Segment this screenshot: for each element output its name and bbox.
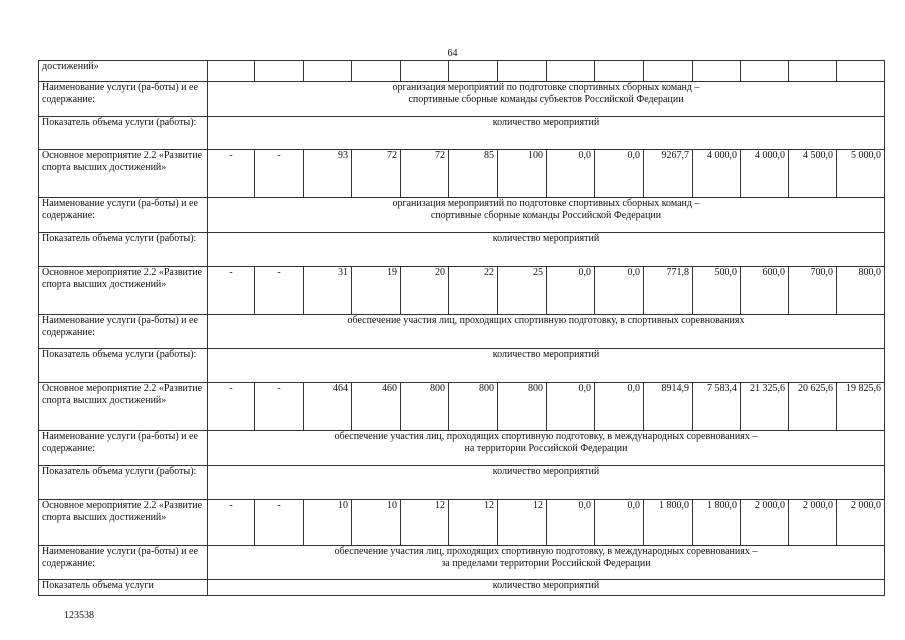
value-cell: 10 <box>304 500 352 546</box>
value-cell: 4 000,0 <box>693 150 741 198</box>
service-row-label: Наименование услуги (ра-боты) и ее содержание: <box>39 315 208 349</box>
value-cell: 0,0 <box>547 383 595 431</box>
indicator-row-value: количество мероприятий <box>208 349 885 383</box>
event-row-label: Основное мероприятие 2.2 «Развитие спорта высших достижений» <box>39 267 208 315</box>
value-cell: 21 325,6 <box>741 383 789 431</box>
value-cell: 0,0 <box>595 150 644 198</box>
service-row-value <box>208 431 885 466</box>
value-cell: - <box>255 150 304 198</box>
service-row-label: Наименование услуги (ра-боты) и ее содержание: <box>39 546 208 580</box>
value-cell: 31 <box>304 267 352 315</box>
value-cell: 0,0 <box>595 267 644 315</box>
event-row-label: Основное мероприятие 2.2 «Развитие спорта высших достижений» <box>39 500 208 546</box>
value-cell: 5 000,0 <box>837 150 885 198</box>
indicator-row <box>39 466 885 500</box>
value-cell: 0,0 <box>547 267 595 315</box>
service-row-value <box>208 546 885 580</box>
value-cell: 19 <box>352 267 401 315</box>
event-row-label: Основное мероприятие 2.2 «Развитие спорта высших достижений» <box>39 150 208 198</box>
service-row-line: организация мероприятий по подготовке спортивных сборных команд – <box>392 198 700 209</box>
service-row-line: обеспечение участия лиц, проходящих спортивную подготовку, в спортивных соревнованиях <box>347 315 745 326</box>
footer-code: 123538 <box>64 610 94 621</box>
table-row-top <box>39 61 885 82</box>
indicator-row-value: количество мероприятий <box>208 466 885 500</box>
value-cell: 2 000,0 <box>789 500 837 546</box>
value-cell: 9267,7 <box>644 150 693 198</box>
service-row-label: Наименование услуги (ра-боты) и ее содержание: <box>39 431 208 466</box>
services-table <box>38 60 885 596</box>
top-row-label: достижений» <box>39 61 208 82</box>
value-cell: 4 500,0 <box>789 150 837 198</box>
indicator-row-label: Показатель объема услуги <box>39 580 208 596</box>
value-cell: 1 800,0 <box>644 500 693 546</box>
indicator-row-label: Показатель объема услуги (работы): <box>39 349 208 383</box>
value-cell: 10 <box>352 500 401 546</box>
value-cell: 800,0 <box>837 267 885 315</box>
service-row-line: на территории Российской Федерации <box>464 443 628 454</box>
indicator-row-value: количество мероприятий <box>208 117 885 150</box>
value-cell: 20 625,6 <box>789 383 837 431</box>
service-row-label: Наименование услуги (ра-боты) и ее содержание: <box>39 82 208 117</box>
value-cell: 464 <box>304 383 352 431</box>
service-row-line: спортивные сборные команды субъектов Российской Федерации <box>408 94 684 105</box>
value-cell: 25 <box>498 267 547 315</box>
value-cell: 12 <box>401 500 449 546</box>
indicator-row-label: Показатель объема услуги (работы): <box>39 233 208 267</box>
service-row-value <box>208 198 885 233</box>
value-cell: 1 800,0 <box>693 500 741 546</box>
value-cell: - <box>255 267 304 315</box>
value-cell: 460 <box>352 383 401 431</box>
value-cell: 100 <box>498 150 547 198</box>
value-cell: 0,0 <box>547 500 595 546</box>
event-row <box>39 500 885 546</box>
indicator-row <box>39 117 885 150</box>
value-cell: 2 000,0 <box>741 500 789 546</box>
value-cell: 600,0 <box>741 267 789 315</box>
value-cell: 500,0 <box>693 267 741 315</box>
service-row-line: организация мероприятий по подготовке спортивных сборных команд – <box>392 82 700 93</box>
value-cell: 8914,9 <box>644 383 693 431</box>
value-cell: 771,8 <box>644 267 693 315</box>
value-cell: 800 <box>449 383 498 431</box>
service-row <box>39 198 885 233</box>
service-row <box>39 431 885 466</box>
value-cell: 22 <box>449 267 498 315</box>
service-row-value <box>208 82 885 117</box>
value-cell: 85 <box>449 150 498 198</box>
event-row <box>39 150 885 198</box>
value-cell: 19 825,6 <box>837 383 885 431</box>
value-cell: 93 <box>304 150 352 198</box>
value-cell: - <box>208 150 255 198</box>
value-cell: 800 <box>498 383 547 431</box>
indicator-row-value: количество мероприятий <box>208 580 885 596</box>
service-row <box>39 315 885 349</box>
value-cell: 800 <box>401 383 449 431</box>
value-cell: 7 583,4 <box>693 383 741 431</box>
value-cell: - <box>255 500 304 546</box>
service-row-label: Наименование услуги (ра-боты) и ее содержание: <box>39 198 208 233</box>
indicator-row <box>39 349 885 383</box>
service-row-line: за пределами территории Российской Федерации <box>441 558 651 569</box>
value-cell: 72 <box>352 150 401 198</box>
service-row <box>39 82 885 117</box>
indicator-row <box>39 233 885 267</box>
value-cell: 700,0 <box>789 267 837 315</box>
indicator-row <box>39 580 885 596</box>
service-row-line: обеспечение участия лиц, проходящих спортивную подготовку, в международных соревнованиях – <box>334 546 758 557</box>
value-cell: 0,0 <box>595 500 644 546</box>
service-row-line: спортивные сборные команды Российской Федерации <box>430 210 662 221</box>
indicator-row-label: Показатель объема услуги (работы): <box>39 117 208 150</box>
event-row-label: Основное мероприятие 2.2 «Развитие спорта высших достижений» <box>39 383 208 431</box>
value-cell: 4 000,0 <box>741 150 789 198</box>
value-cell: 2 000,0 <box>837 500 885 546</box>
value-cell: - <box>208 383 255 431</box>
value-cell: 0,0 <box>595 383 644 431</box>
service-row-line: обеспечение участия лиц, проходящих спортивную подготовку, в международных соревнованиях – <box>334 431 758 442</box>
event-row <box>39 267 885 315</box>
indicator-row-value: количество мероприятий <box>208 233 885 267</box>
value-cell: 0,0 <box>547 150 595 198</box>
value-cell: 12 <box>498 500 547 546</box>
value-cell: 20 <box>401 267 449 315</box>
value-cell: 72 <box>401 150 449 198</box>
service-row-value <box>208 315 885 349</box>
indicator-row-label: Показатель объема услуги (работы): <box>39 466 208 500</box>
value-cell: 12 <box>449 500 498 546</box>
page-number: 64 <box>447 48 458 59</box>
value-cell: - <box>208 500 255 546</box>
service-row <box>39 546 885 580</box>
value-cell: - <box>255 383 304 431</box>
event-row <box>39 383 885 431</box>
value-cell: - <box>208 267 255 315</box>
